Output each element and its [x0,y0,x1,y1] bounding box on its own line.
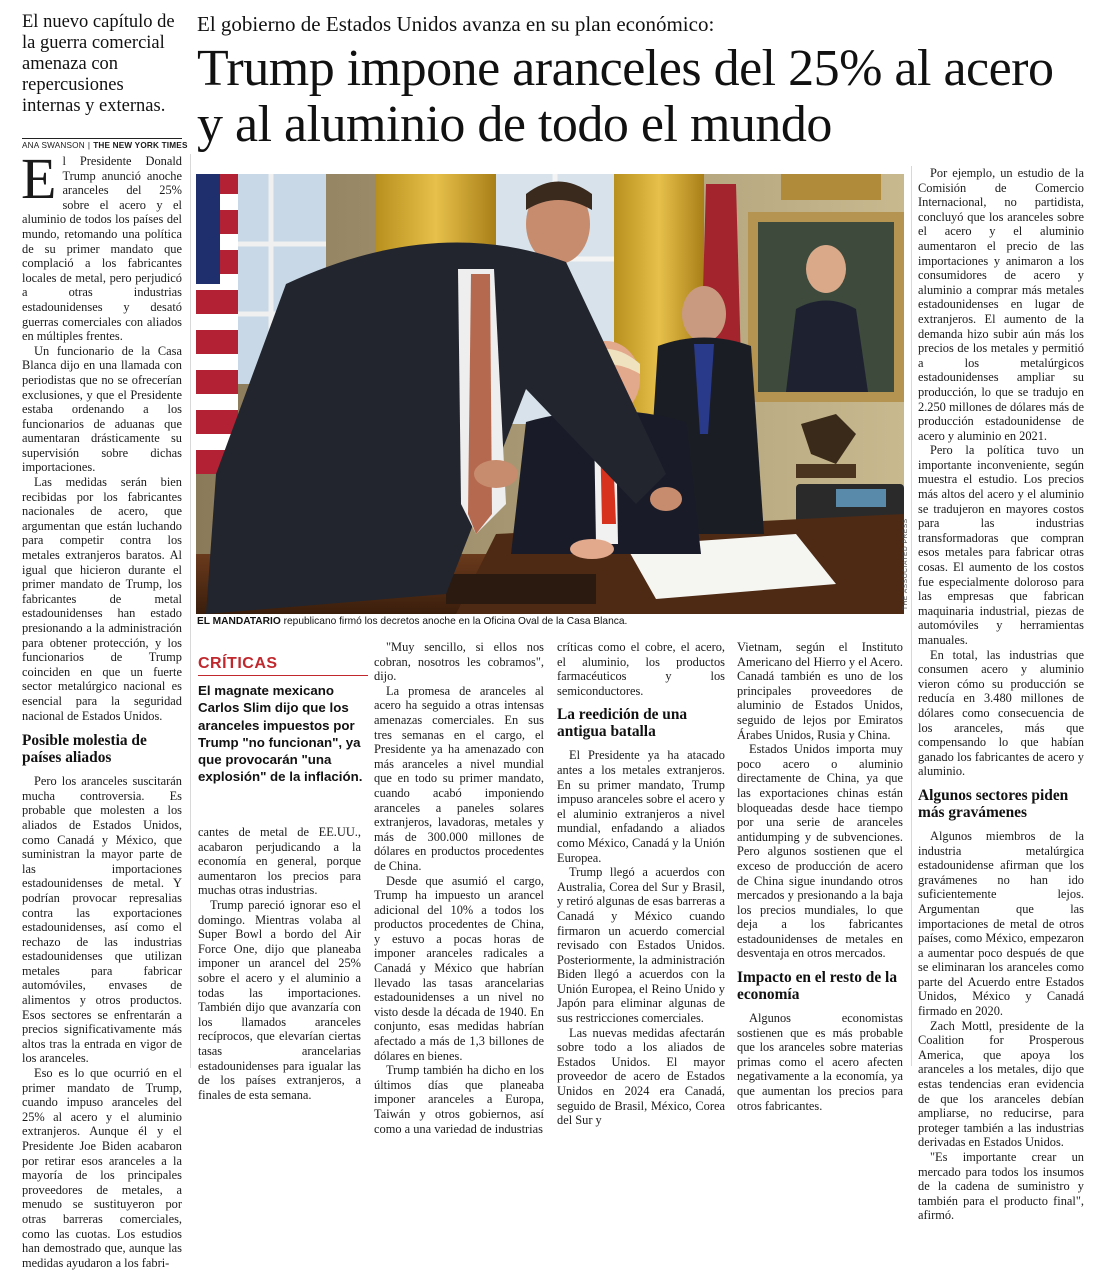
sidebar-label: CRÍTICAS [198,655,278,672]
subheading: Posible molestia de países aliados [22,732,147,767]
column-rule [190,154,191,1068]
subheading: Algunos sectores piden más gravámenes [918,786,1069,821]
paragraph: Eso es lo que ocurrió en el primer mandato de Trump, cuando impuso aranceles del 25% al acero y el aluminio extranjeros. Aunque él y el Presidente Joe Biden acabaron por retirar esos aranceles a la mayoría de los principales proveedores de metales, a menudo se sustituyeron por otras barreras comerciales, como las cuotas. Los estudios han demostrado que, aunque las medidas ayudaron a los fabri- [22,1066,182,1270]
paragraph: Por ejemplo, un estudio de la Comisión de Comercio Internacional, no partidista, concluyó que los aranceles sobre el acero y el aluminio aumentaron el precio de las importaciones y animaron a los consumidores de acero y aluminio a comprar más metales estadounidenses en lugar de extranjeros. El aumento de la demanda hizo subir aún más los precios de los metales y permitió a los metalúrgicos estadounidenses ampliar su producción, lo que se tradujo en 2.250 millones de dólares más de producción estadounidense de acero y aluminio en 2021. [918,166,1084,443]
paragraph: Pero los aranceles suscitarán mucha controversia. Es probable que molesten a los aliados de Estados Unidos, como Canadá y México, que suministran la mayor parte de las importaciones estadounidenses de metal. Y podrían provocar represalias contra las exportaciones estadounidenses, así como el rechazo de las industrias estadounidenses que utilizan metales para fabricar automóviles, envases de alimentos y otros productos. Esos sectores se enfrentarán a precios significativamente más altos tras la entrada en vigor de los aranceles. [22,774,182,1066]
sidebar-rule [198,675,368,676]
paragraph: La promesa de aranceles al acero ha seguido a otras intensas amenazas comerciales. En sus tres semanas en el cargo, el Presidente ya ha amenazado con más aranceles a nivel mundial que en todo su primer mandato, cuando acabó imponiendo aranceles a paneles solares extranjeros, lavadoras, metales y más de 300.000 millones de dólares en productos procedentes de China. [374,683,544,873]
paragraph: Zach Mottl, presidente de la Coalition for Prosperous America, que apoya los aranceles a los metales, dijo que estas tendencias eran evidencia de que los aranceles debían ampliarse, no reducirse, para proteger también a las industrias derivadas en Estados Unidos. [918,1018,1084,1150]
paragraph: Las medidas serán bien recibidas por los fabricantes nacionales de acero, que argumentan que están luchando para competir contra los metales extranjeros baratos. Al igual que hicieron durante el primer mandato de Trump, los fabricantes de metal estadounidenses han estado presionando a la administración para obtener protección, y los funcionarios de Trump coinciden en que un fuerte sector metalúrgico nacional es esencial para la seguridad nacional de Estados Unidos. [22,475,182,723]
paragraph: "Es importante crear un mercado para todos los insumos de la cadena de suministro y también para el producto final", afirmó. [918,1150,1084,1223]
paragraph: Las nuevas medidas afectarán sobre todo a los aliados de Estados Unidos. El mayor proveedor de acero de Estados Unidos en 2024 era Canadá, seguido de Brasil, México, Corea del Sur y [557,1025,725,1128]
column-1 [21,146,182,1270]
paragraph: El Presidente ya ha atacado antes a los metales extranjeros. En su primer mandato, Trump impuso aranceles sobre el acero y el aluminio extranjeros a nivel mundial, enfadando a aliados como México, Canadá y la Unión Europea. [557,748,725,865]
byline-separator: | [87,141,91,150]
paragraph: Trump llegó a acuerdos con Australia, Corea del Sur y Brasil, y retiró algunas de esas barreras a Canadá y México cuando firmaron un acuerdo comercial revisado con Estados Unidos. Posteriormente, la administración Biden llegó a acuerdos con la Unión Europea, el Reino Unido y Japón para eliminar algunas de sus restricciones comerciales. [557,865,725,1026]
paragraph: Estados Unidos importa muy poco acero o aluminio directamente de China, ya que las exportaciones chinas están bloqueadas desde hace tiempo por una serie de aranceles antidumping y de subvenciones. Pero algunos sostienen que el exceso de producción de acero de China sigue inundando otros mercados y presionando a la baja los precios mundiales, lo que deja a los fabricantes estadounidenses de metales en desventaja en otros mercados. [737,742,903,961]
subheading: La reedición de una antigua batalla [557,706,688,741]
caption-lead: EL MANDATARIO [197,616,281,627]
article-kicker: El gobierno de Estados Unidos avanza en su plan económico: [197,12,715,36]
paragraph: críticas como el cobre, el acero, el aluminio, los productos farmacéuticos y los semiconductores. [557,640,725,698]
column-rule [911,166,912,1066]
column-5 [737,640,903,1113]
byline-org: THE NEW YORK TIMES [93,141,188,150]
paragraph: cantes de metal de EE.UU., acabaron perjudicando a la economía en general, porque aumentaron los precios para muchas otras industrias. [198,825,361,898]
byline-author: ANA SWANSON [22,141,85,150]
article-deck: El nuevo capítulo de la guerra comercial amenaza con repercusiones internas y externas. [22,12,175,116]
paragraph: Algunos miembros de la industria metalúrgica estadounidense afirman que los gravámenes no han ido suficientemente lejos. Argumentan que las importaciones de metal de otros países, como México, empezaron a aumentar poco después de que se eliminaran los aranceles como parte del Acuerdo entre Estados Unidos, México y Canadá firmado en 2020. [918,828,1084,1019]
sidebar-quote: El magnate mexicano Carlos Slim dijo que los aranceles impuestos por Trump "no funcionan", ya que provocarán "una explosión" de la inflación. [198,683,363,785]
subheading: Impacto en el resto de la economía [737,969,898,1004]
paragraph: Trump pareció ignorar eso el domingo. Mientras volaba al Super Bowl a bordo del Air Force One, dijo que planeaba imponer un arancel del 25% sobre el acero y el aluminio a todas las importaciones. También dijo que avanzaría con los llamados aranceles recíprocos, que elevarían ciertas tasas arancelarias estadounidenses para igualar las de los países extranjeros, a finales de esta semana. [198,897,361,1102]
paragraph: Vietnam, según el Instituto Americano del Hierro y el Acero. Canadá también es uno de los principales proveedores de aluminio de Estados Unidos, seguido de lejos por Emiratos Árabes Unidos, Rusia y China. [737,640,903,742]
column-6 [918,166,1084,1223]
paragraph: Algunos economistas sostienen que es más probable que los aranceles sobre materias primas como el acero afecten negativamente a la economía, ya que aumentan los precios para otros fabricantes. [737,1011,903,1113]
caption-text: republicano firmó los decretos anoche en la Oficina Oval de la Casa Blanca. [280,616,628,627]
article-headline: Trump impone aranceles del 25% al acero y al aluminio de todo el mundo [197,40,1054,153]
column-2 [198,825,361,1102]
paragraph: En total, las industrias que consumen acero y aluminio vieron cómo su producción se reducía en 3.480 millones de dólares como consecuencia de los aranceles, más que compensando lo que habían ganado los fabricantes de acero y aluminio. [918,647,1084,779]
paragraph: "Muy sencillo, si ellos nos cobran, nosotros les cobramos", dijo. [374,640,544,684]
column-3 [374,640,544,1136]
drop-cap: E [21,146,57,211]
column-4 [557,640,725,1128]
article-photo [196,174,904,614]
paragraph: El Presidente Donald Trump anunció anoche aranceles del 25% sobre el acero y el aluminio de todos los países del mundo, retomando una política de su primer mandato que complació a los fabricantes locales de metal, pero perjudicó a otras industrias estadounidenses y desató guerras comerciales con aliados en múltiples frentes. [21,146,182,344]
paragraph: Pero la política tuvo un importante inconveniente, según muestra el estudio. Los precios más altos del acero y el aluminio se tradujeron en mayores costos para las industrias transformadoras que compran esos metales para fabricar otras cosas. El aumento de los costos fue especialmente doloroso para las empresas que fabrican maquinaria industrial, piezas de automóviles y herramientas manuales. [918,443,1084,647]
photo-credit: THE ASSOCIATED PRESS [902,518,909,610]
paragraph: Trump también ha dicho en los últimos días que planeaba imponer aranceles a Europa, Taiwán y otros gobiernos, así como a una variedad de industrias [374,1063,544,1136]
paragraph: Un funcionario de la Casa Blanca dijo en una llamada con periodistas que no se ofrecerían exclusiones, y que el Presidente estaba ordenando a los funcionarios de aduanas que aumentaran drásticamente su supervisión sobre dichas importaciones. [22,343,182,475]
photo-caption [197,616,907,628]
paragraph: Desde que asumió el cargo, Trump ha impuesto un arancel adicional del 10% a todos los productos procedentes de China, y estuvo a pocas horas de imponer aranceles radicales a Canadá y México que habrían llevado las tasas arancelarias estadounidenses a un nivel no visto desde la década de 1940. En conjunto, esas medidas habrían afectado a más de 1,3 billones de dólares en bienes. [374,873,544,1063]
